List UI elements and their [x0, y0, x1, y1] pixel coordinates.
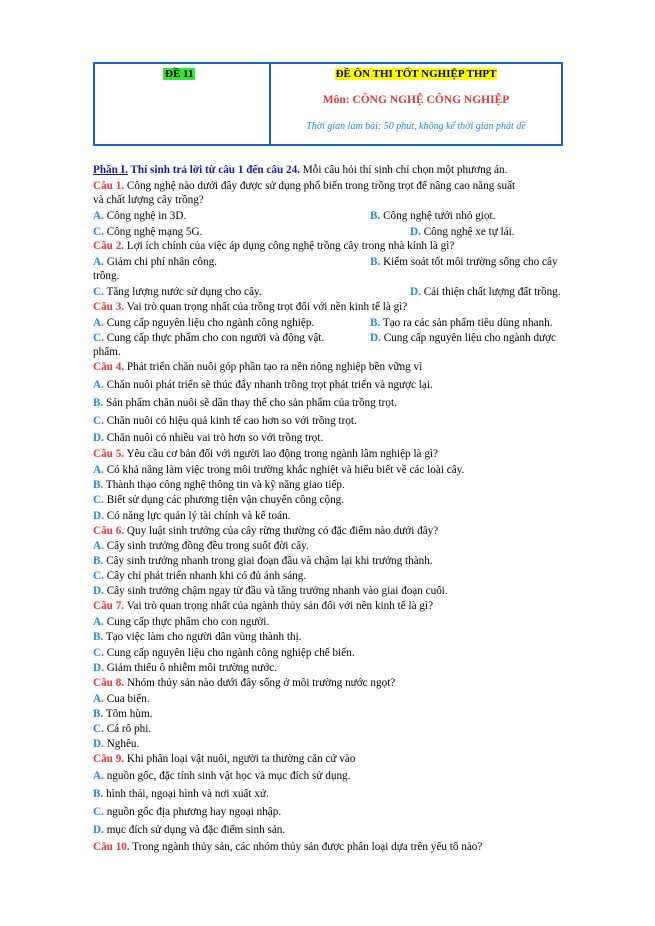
- q6-option-d: D. Cây sinh trưởng chậm ngay từ đầu và tăng trưởng nhanh vào giai đoạn cuối.: [93, 585, 448, 597]
- q3-option-a: A. Cung cấp nguyên liệu cho ngành công nghiệp.: [93, 317, 315, 329]
- q3-option-d: D. Cung cấp nguyên liệu cho ngành dược: [370, 332, 556, 344]
- question-5: Câu 5. Yêu cầu cơ bản đối với người lao động trong ngành lâm nghiệp là gì?: [93, 448, 438, 460]
- exam-code-label: ĐỀ 11: [165, 68, 194, 80]
- q8-option-a: A. Cua biển.: [93, 693, 150, 705]
- question-9: Câu 9. Khi phân loại vật nuôi, người ta thường căn cứ vào: [93, 753, 356, 765]
- question-7: Câu 7. Vai trò quan trọng nhất của ngành thủy sản đối với nền kinh tế là gì?: [93, 600, 434, 612]
- q8-option-b: B. Tôm hùm.: [93, 708, 153, 720]
- question-1-cont: và chất lượng cây trồng?: [93, 194, 204, 206]
- q5-option-b: B. Thành thạo công nghệ thông tin và kỹ năng giao tiếp.: [93, 479, 345, 491]
- q4-option-d: D. Chăn nuôi có nhiều vai trò hơn so với trồng trọt.: [93, 432, 324, 444]
- q3-option-c: C. Cung cấp thực phẩm cho con người và động vật.: [93, 332, 325, 344]
- q8-option-c: C. Cá rô phi.: [93, 723, 152, 735]
- q4-option-c: C. Chăn nuôi có hiệu quả kinh tế cao hơn so với trồng trọt.: [93, 415, 357, 427]
- exam-time-note: Thời gian làm bài: 50 phút, không kể thời gian phát đề: [306, 121, 526, 132]
- exam-title-cell: [271, 64, 561, 144]
- q2-option-a: A. Giảm chi phí nhân công.: [93, 256, 217, 268]
- question-10: Câu 10. Trong ngành thủy sản, các nhóm thủy sản được phân loại dựa trên yếu tố nào?: [93, 841, 483, 853]
- q2-option-b: B. Kiểm soát tốt môi trường sống cho cây: [370, 256, 558, 268]
- exam-title: ĐỀ ÔN THI TỐT NGHIỆP THPT: [335, 68, 497, 80]
- q2-option-b-cont: trồng.: [93, 270, 120, 282]
- q5-option-c: C. Biết sử dụng các phương tiện vận chuyển công cộng.: [93, 494, 345, 506]
- q9-option-a: A. nguồn gốc, đặc tính sinh vật học và mục đích sử dụng.: [93, 770, 351, 782]
- q9-option-c: C. nguồn gốc địa phương hay ngoại nhập.: [93, 806, 282, 818]
- question-2: Câu 2. Lợi ích chính của việc áp dụng công nghệ trồng cây trong nhà kính là gì?: [93, 240, 455, 252]
- question-8: Câu 8. Nhóm thủy sản nào dưới đây sống ở môi trường nước ngọt?: [93, 677, 396, 689]
- q2-option-d: D. Cải thiện chất lượng đất trồng.: [410, 286, 561, 298]
- q5-option-a: A. Có khả năng làm việc trong môi trường khắc nghiệt và hiểu biết về các loài cây.: [93, 464, 465, 476]
- q1-option-a: A. Công nghệ in 3D.: [93, 210, 187, 222]
- exam-subject: Môn: CÔNG NGHỆ CÔNG NGHIỆP: [322, 94, 510, 106]
- exam-header-box: [93, 62, 563, 146]
- q4-option-b: B. Sản phẩm chăn nuôi sẽ dần thay thế cho sản phẩm của trồng trọt.: [93, 397, 397, 409]
- q6-option-b: B. Cây sinh trưởng nhanh trong giai đoạn đầu và chậm lại khi trưởng thành.: [93, 555, 433, 567]
- q6-option-a: A. Cây sinh trưởng đồng đều trong suốt đời cây.: [93, 540, 309, 552]
- question-1: Câu 1. Công nghệ nào dưới đây được sử dụng phổ biến trong trồng trọt để nâng cao năng suất: [93, 180, 516, 192]
- q9-option-d: D. mục đích sử dụng và đặc điểm sinh sản.: [93, 824, 286, 836]
- q7-option-a: A. Cung cấp thực phẩm cho con người.: [93, 616, 270, 628]
- q4-option-a: A. Chăn nuôi phát triển sẽ thúc đẩy nhanh trồng trọt phát triển và ngược lại.: [93, 379, 433, 391]
- q6-option-c: C. Cây chỉ phát triển nhanh khi có đủ ánh sáng.: [93, 570, 307, 582]
- question-4: Câu 4. Phát triển chăn nuôi góp phần tạo ra nền nông nghiệp bền vững vì: [93, 361, 423, 373]
- q8-option-d: D. Nghêu.: [93, 738, 140, 750]
- q7-option-c: C. Cung cấp nguyên liệu cho ngành công nghiệp chế biến.: [93, 647, 355, 659]
- exam-code-cell: [95, 64, 271, 144]
- q3-option-b: B. Tạo ra các sản phẩm tiêu dùng nhanh.: [370, 317, 553, 329]
- q7-option-b: B. Tạo việc làm cho người dân vùng thành thị.: [93, 631, 302, 643]
- question-6: Câu 6. Quy luật sinh trưởng của cây rừng thường có đặc điểm nào dưới đây?: [93, 525, 439, 537]
- q1-option-b: B. Công nghệ tưới nhỏ giọt.: [370, 210, 496, 222]
- q2-option-c: C. Tăng lượng nước sử dụng cho cây.: [93, 286, 262, 298]
- q5-option-d: D. Có năng lực quản lý tài chính và kế toán.: [93, 510, 291, 522]
- q3-option-d-cont: phẩm.: [93, 346, 121, 358]
- q1-option-c: C. Công nghệ mạng 5G.: [93, 226, 203, 238]
- question-3: Câu 3. Vai trò quan trọng nhất của trồng trọt đối với nền kinh tế là gì?: [93, 301, 408, 313]
- part-heading: Phần I. Thí sinh trả lời từ câu 1 đến câu 24. Mỗi câu hỏi thí sinh chỉ chọn một phương án.: [93, 164, 508, 176]
- q7-option-d: D. Giảm thiểu ô nhiễm môi trường nước.: [93, 662, 277, 674]
- q1-option-d: D. Công nghệ xe tự lái.: [410, 226, 515, 238]
- q9-option-b: B. hình thái, ngoại hình và nơi xuất xứ.: [93, 788, 269, 800]
